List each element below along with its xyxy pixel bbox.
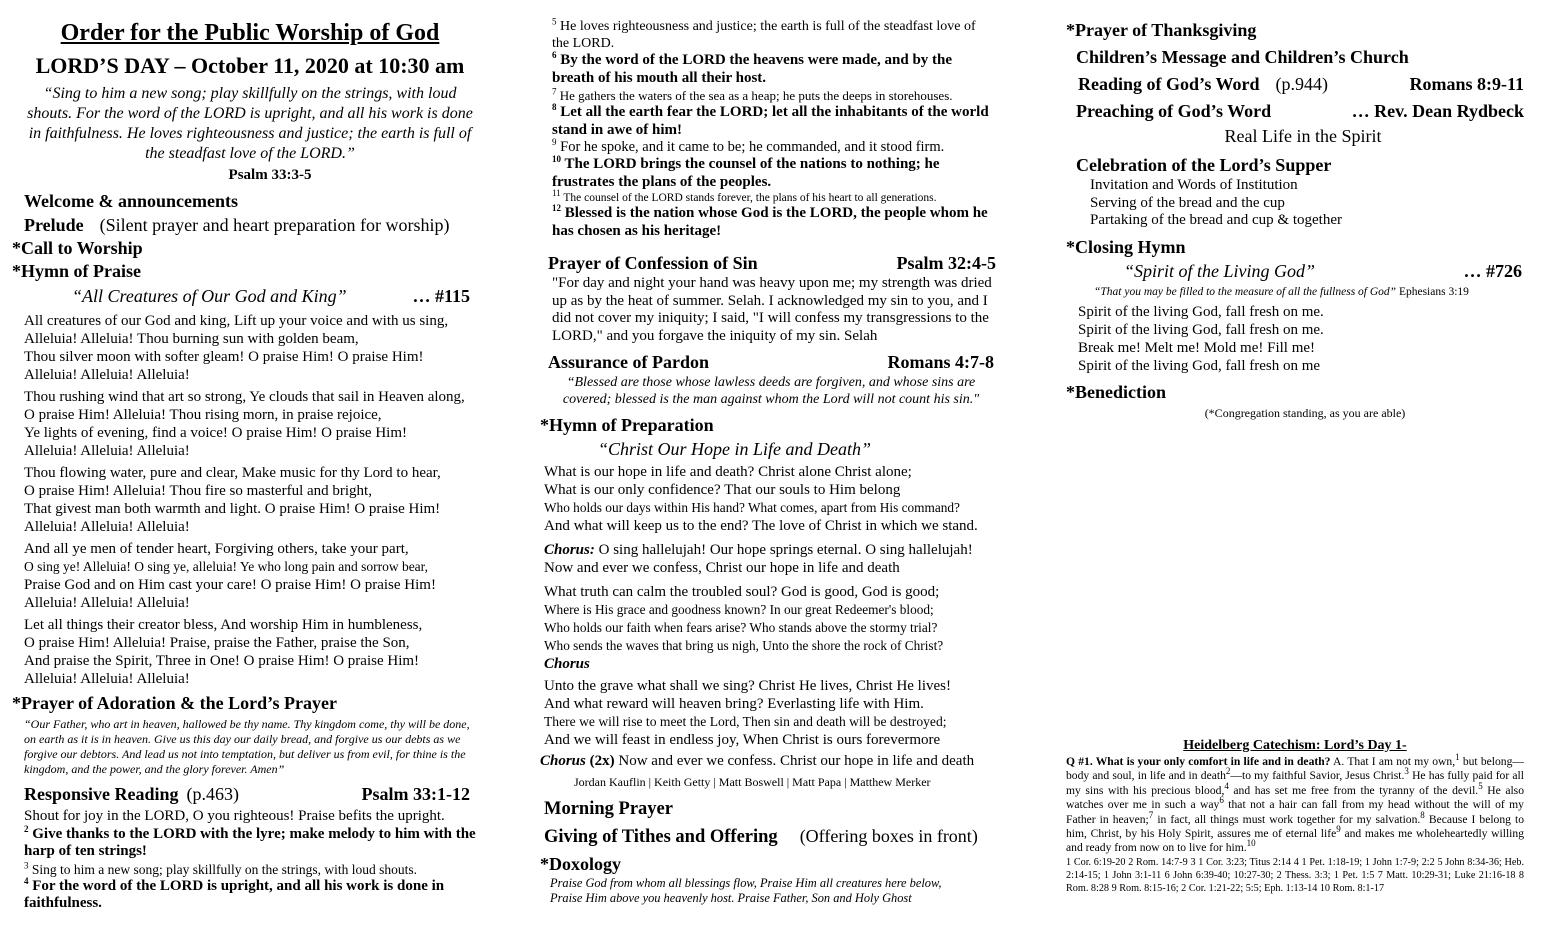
- hymn1-number: … #115: [412, 286, 470, 306]
- responsive-reading-row: [24, 783, 500, 806]
- column-right: [1060, 0, 1540, 894]
- hymn1-verse: Thou flowing water, pure and clear, Make music for thy Lord to hear, O praise Him! Alleluia! Thou fire so masterful and bright, That givest man both warmth and light. O praise Him! O praise Him! Alleluia! Alleluia! Alleluia!: [24, 465, 441, 535]
- confession-ref: Psalm 32:4-5: [896, 253, 996, 273]
- preaching-label: Preaching of God’s Word: [1076, 101, 1272, 121]
- confession-row: [530, 252, 1010, 275]
- tithes-row: [530, 825, 1010, 849]
- doxology-heading: *Doxology: [540, 853, 621, 874]
- hymn2-verse: What truth can calm the troubled soul? God is good, God is good; Where is His grace and goodness known? In our great Redeemer's blood; Who holds our faith when fears arise? Who stands above the stormy trial? Who sends the waves that bring us nigh, Unto the shore the rock of Christ? Chorus: [544, 583, 1010, 673]
- epigraph-reference: Psalm 33:3-5: [228, 167, 312, 183]
- childrens-message-heading: Children’s Message and Children’s Church: [1076, 47, 1409, 67]
- welcome-heading: Welcome & announcements: [24, 191, 238, 211]
- lords-supper-items: [1060, 177, 1540, 230]
- lords-supper-heading: Celebration of the Lord’s Supper: [1076, 155, 1332, 175]
- hymn1-verse: Let all things their creator bless, And worship Him in humbleness, O praise Him! Alleluia! Praise, praise the Father, praise the Son, And praise the Spirit, Three in One! O praise Him! O praise Him! Alleluia! Alleluia! Alleluia!: [24, 617, 423, 687]
- psalm-verse-4: For the word of the LORD is upright, and all his work is done in faithfulness.: [24, 877, 445, 911]
- confession-text: "For day and night your hand was heavy upon me; my strength was dried up as by the heat of summer. Selah. I acknowledged my sin to you, and I did not cover my iniquity; I said, "I will confess my transgressions to the LORD," and you forgave the iniquity of my sin. Selah: [552, 275, 992, 344]
- reading-label: Reading of God’s Word: [1078, 74, 1260, 94]
- psalm-verse-10: The LORD brings the counsel of the nations to nothing; he frustrates the plans of the peoples.: [552, 156, 940, 190]
- supper-item: Partaking of the bread and cup & together: [1090, 212, 1342, 228]
- psalm-verse-11: The counsel of the LORD stands forever, the plans of his heart to all generations.: [563, 192, 937, 204]
- hymn3-quote: “That you may be filled to the measure of all the fullness of God”: [1094, 285, 1397, 298]
- hymn-of-preparation-heading: *Hymn of Preparation: [540, 415, 714, 435]
- chorus-marker: Chorus: [544, 656, 590, 672]
- doxology-text: Praise God from whom all blessings flow, Praise Him all creatures here below, Praise Him above you heavenly host. Praise Father, Son and Holy Ghost: [550, 875, 942, 905]
- chorus-2x-label: Chorus: [540, 753, 586, 769]
- column-middle: [530, 0, 1010, 906]
- catechism-block: [1066, 737, 1524, 895]
- hymn2-chorus: Chorus: O sing hallelujah! Our hope springs eternal. O sing hallelujah! Now and ever we confess, Christ our hope in life and death: [544, 542, 973, 576]
- psalm-verses-a: [24, 808, 500, 913]
- hymn2-verse: What is our hope in life and death? Christ alone Christ alone; What is our only confidence? That our souls to Him belong Who holds our days within His hand? What comes, apart from His command? And what will keep us to the end? The love of Christ in which we stand.: [544, 464, 978, 534]
- bulletin-title: Order for the Public Worship of God: [60, 20, 440, 46]
- psalm-verse-1: Shout for joy in the LORD, O you righteous! Praise befits the upright.: [24, 808, 445, 824]
- column-left: [0, 0, 500, 913]
- prelude-note: (Silent prayer and heart preparation for worship): [99, 215, 450, 235]
- responsive-reading-ref: Psalm 33:1-12: [361, 784, 470, 804]
- hymn1-verse: Thou rushing wind that art so strong, Ye clouds that sail in Heaven along, O praise Him! Alleluia! Thou rising morn, in praise rejoice, Ye lights of evening, find a voice! O praise Him! O praise Him! Alleluia! Alleluia! Alleluia!: [24, 389, 465, 459]
- hymn1-verse: And all ye men of tender heart, Forgiving others, take your part, O sing ye! Alleluia! O sing ye, alleluia! Ye who long pain and sorrow bear, Praise God and on Him cast your care! O praise Him! O praise Him! Alleluia! Alleluia! Alleluia!: [24, 541, 436, 611]
- hymn1-title: “All Creatures of Our God and King”: [72, 286, 347, 306]
- reading-row: [1060, 73, 1540, 96]
- morning-prayer-heading: Morning Prayer: [544, 798, 673, 819]
- psalm-verse-7: He gathers the waters of the sea as a heap; he puts the deeps in storehouses.: [559, 88, 953, 103]
- psalm-verse-9: For he spoke, and it came to be; he commanded, and it stood firm.: [560, 139, 945, 155]
- psalm-verse-12: Blessed is the nation whose God is the LORD, the people whom he has chosen as his heritage!: [552, 205, 988, 239]
- supper-item: Invitation and Words of Institution: [1090, 177, 1298, 193]
- hymn3-title: “Spirit of the Living God”: [1124, 260, 1316, 281]
- hymn3-quote-row: [1060, 285, 1540, 299]
- responsive-reading-label: Responsive Reading: [24, 784, 179, 804]
- hymn2-title: “Christ Our Hope in Life and Death”: [598, 439, 872, 459]
- assurance-ref: Romans 4:7-8: [887, 352, 994, 372]
- hymn1-verse: All creatures of our God and king, Lift up your voice and with us sing, Alleluia! Alleluia! Thou burning sun with golden beam, Thou silver moon with softer gleam! O praise Him! O praise Him! Alleluia! Alleluia! Alleluia!: [24, 313, 449, 383]
- preaching-row: [1060, 100, 1540, 123]
- chorus-2x-row: [530, 753, 1010, 771]
- standing-note: (*Congregation standing, as you are able): [1204, 405, 1406, 420]
- call-to-worship-heading: *Call to Worship: [12, 238, 143, 258]
- assurance-text: “Blessed are those whose lawless deeds are forgiven, and whose sins are covered; blessed is the man against whom the Lord will not count his sin.": [562, 375, 980, 407]
- reading-page: (p.944): [1275, 74, 1329, 94]
- hymn2-verse: Unto the grave what shall we sing? Christ He lives, Christ He lives! And what reward will heaven bring? Everlasting life with Him. There we will rise to meet the Lord, Then sin and death will be destroyed; And we will feast in endless joy, When Christ is ours forevermore: [544, 678, 952, 748]
- psalm-verses-b: $^5$ He loves righteousness and justice; the earth is full of the steadfast love of the LORD. $^6$ By the word of the LORD the heavens were made, and by the breath of his mouth all their host. $^7$ He gathers the waters of the sea as a heap; he puts the deeps in storehouses. $^8$ Let all the earth fear the LORD; let all the inhabitants of the world stand in awe of him! $^9$ For he spoke, and it came to be; he commanded, and it stood firm. $^{10}$ The LORD brings the counsel of the nations to nothing; he frustrates the plans of the peoples. $^{11}$ The counsel of the LORD stands forever, the plans of his heart to all generations. $^{12}$ Blessed is the nation whose God is the LORD, the people whom he has chosen as his heritage!: [552, 16, 989, 239]
- prelude-label: Prelude: [24, 215, 84, 235]
- psalm-verse-6: By the word of the LORD the heavens were made, and by the breath of his mouth all their host.: [552, 52, 953, 86]
- psalm-verse-2: Give thanks to the LORD with the lyre; make melody to him with the harp of ten strings!: [24, 825, 476, 859]
- tithes-heading: Giving of Tithes and Offering: [544, 826, 778, 847]
- hymn-of-praise-heading: *Hymn of Praise: [12, 261, 141, 281]
- hymn3-title-row: [1060, 259, 1540, 283]
- lords-prayer-text: “Our Father, who art in heaven, hallowed be thy name. Thy kingdom come, thy will be done, on earth as it is in heaven. Give us this day our daily bread, and forgive us our debts as we forgive our debtors. And lead us not into temptation, but deliver us from evil, for thine is the kingdom, and the power, and the glory forever. Amen”: [24, 717, 470, 776]
- service-date: LORD’S DAY – October 11, 2020 at 10:30 am: [35, 53, 465, 78]
- catechism-references: 1 Cor. 6:19-20 2 Rom. 14:7-9 3 1 Cor. 3:23; Titus 2:14 4 1 Pet. 1:18-19; 1 John 1:7-9; 2:2 5 John 8:34-36; Heb. 2:14-15; 1 John 3:1-11 6 John 6:39-40; 10:27-30; 2 Thess. 3:3; 1 Pet. 1:5 7 Matt. 10:29-31; Luke 21:16-18 8 Rom. 8:28 9 Rom. 8:15-16; 2 Cor. 1:21-22; 5:5; Eph. 1:13-14 10 Rom. 8:1-17: [1066, 856, 1524, 894]
- catechism-title: Heidelberg Catechism: Lord’s Day 1-: [1183, 738, 1407, 753]
- hymn1-verses: [24, 312, 500, 688]
- chorus-2x-count: (2x): [589, 753, 615, 769]
- thanksgiving-heading: *Prayer of Thanksgiving: [1066, 20, 1257, 40]
- benediction-heading: *Benediction: [1066, 381, 1167, 402]
- verse-number: 3: [24, 860, 29, 870]
- verse-number: 2: [24, 823, 29, 834]
- hymn2-credits: Jordan Kauflin | Keith Getty | Matt Boswell | Matt Papa | Matthew Merker: [574, 774, 931, 789]
- hymn3-quote-ref: Ephesians 3:19: [1398, 285, 1469, 298]
- hymn3-number: … #726: [1463, 260, 1522, 281]
- psalm-verse-8: Let all the earth fear the LORD; let all the inhabitants of the world stand in awe of him!: [552, 104, 989, 138]
- chorus-2x-text: Now and ever we confess. Christ our hope in life and death: [618, 753, 975, 769]
- assurance-row: [530, 351, 1010, 374]
- hymn2-verses: [530, 463, 1010, 749]
- preacher-name: … Rev. Dean Rydbeck: [1351, 101, 1524, 121]
- assurance-heading: Assurance of Pardon: [548, 352, 709, 372]
- sermon-title: Real Life in the Spirit: [1224, 126, 1382, 146]
- psalm-verse-5: He loves righteousness and justice; the earth is full of the steadfast love of the LORD.: [552, 19, 976, 51]
- confession-heading: Prayer of Confession of Sin: [548, 253, 758, 273]
- adoration-heading: *Prayer of Adoration & the Lord’s Prayer: [12, 693, 337, 713]
- tithes-note: (Offering boxes in front): [799, 825, 978, 846]
- hymn3-lines: Spirit of the living God, fall fresh on me. Spirit of the living God, fall fresh on me. Break me! Melt me! Mold me! Fill me! Spirit of the living God, fall fresh on me: [1078, 303, 1324, 374]
- closing-hymn-heading: *Closing Hymn: [1066, 236, 1186, 257]
- supper-item: Serving of the bread and the cup: [1090, 194, 1285, 211]
- catechism-answer: Q #1. What is your only comfort in life and in death? A. That I am not my own,$^1$ but belong—body and soul, in life and in death$^2$—to my faithful Savior, Jesus Christ.$^3$ He has fully paid for all my sins with his precious blood,$^4$ and has set me free from the tyranny of the devil.$^5$ He also watches over me in such a way$^6$ that not a hair can fall from my head without the will of my Father in heaven;$^7$ in fact, all things must work together for my salvation.$^8$ Because I belong to him, Christ, by his Holy Spirit, assures me of eternal life$^9$ and makes me wholeheartedly willing and ready from now on to live for him.$^{10}$: [1066, 752, 1525, 855]
- reading-ref: Romans 8:9-11: [1409, 74, 1524, 94]
- psalm-verse-3: Sing to him a new song; play skillfully on the strings, with loud shouts.: [31, 861, 418, 877]
- prelude-row: [24, 214, 500, 237]
- epigraph-quote: “Sing to him a new song; play skillfully on the strings, with loud shouts. For the word of the LORD is upright, and all his work is done in faithfulness. He loves righteousness and justice; the earth is full of the steadfast love of the LORD.”: [27, 85, 473, 162]
- hymn1-title-row: [0, 284, 500, 308]
- chorus-label: Chorus:: [544, 542, 595, 558]
- responsive-reading-page: (p.463): [186, 784, 240, 804]
- verse-number: 4: [24, 875, 29, 886]
